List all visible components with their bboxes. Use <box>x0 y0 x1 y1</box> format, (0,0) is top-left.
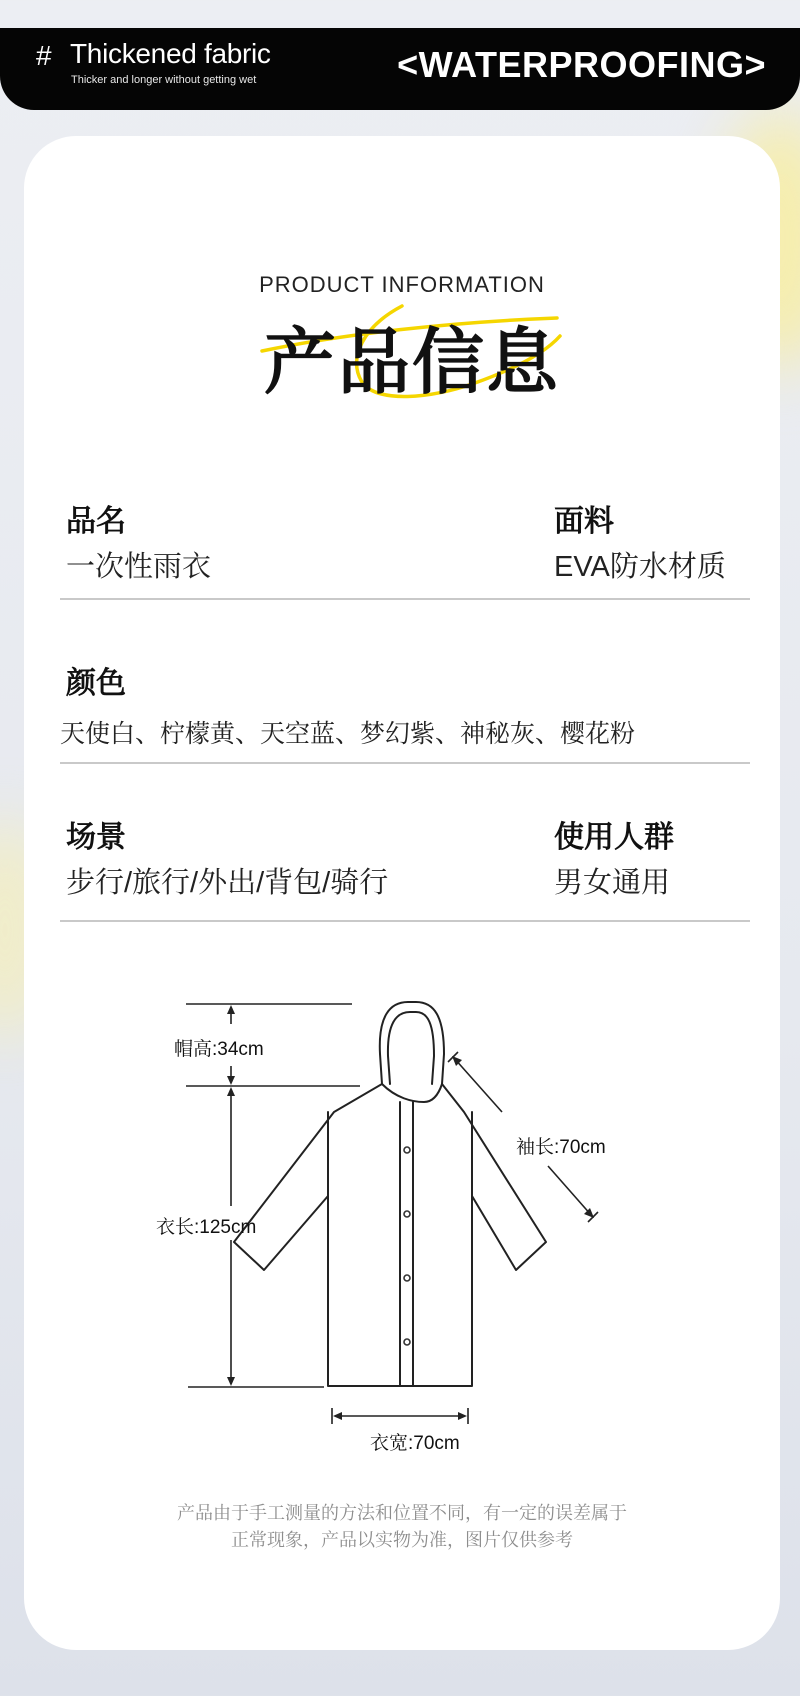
disclaimer-line-1: 产品由于手工测量的方法和位置不同，有一定的误差属于 <box>177 1503 627 1523</box>
raincoat-buttons <box>404 1147 410 1345</box>
hood-height-label: 帽高:34cm <box>174 1039 264 1060</box>
section-heading-cn: 产品信息 <box>263 323 560 403</box>
product-info-card <box>24 136 780 1650</box>
fabric-value: EVA防水材质 <box>554 551 726 583</box>
banner-title: Thickened fabric <box>70 38 271 69</box>
fabric-label: 面料 <box>554 505 614 538</box>
product-name-label: 品名 <box>66 505 126 538</box>
product-name-value: 一次性雨衣 <box>66 551 212 583</box>
banner-feature: <WATERPROOFING> <box>397 44 766 85</box>
scene-value: 步行/旅行/外出/背包/骑行 <box>66 867 389 899</box>
scene-label: 场景 <box>66 821 126 854</box>
disclaimer-line-2: 正常现象，产品以实物为准，图片仅供参考 <box>231 1530 573 1550</box>
section-heading-en: PRODUCT INFORMATION <box>259 272 545 297</box>
users-label: 使用人群 <box>554 821 674 854</box>
users-value: 男女通用 <box>554 867 671 899</box>
color-label: 颜色 <box>66 667 126 700</box>
coat-length-label: 衣长:125cm <box>156 1217 257 1238</box>
header-banner <box>0 28 800 110</box>
banner-subtitle: Thicker and longer without getting wet <box>71 74 257 86</box>
raincoat-size-diagram <box>24 136 780 1650</box>
sleeve-length-label: 袖长:70cm <box>516 1137 606 1158</box>
raincoat-outline <box>234 1002 546 1386</box>
coat-width-label: 衣宽:70cm <box>370 1433 460 1454</box>
color-value: 天使白、柠檬黄、天空蓝、梦幻紫、神秘灰、樱花粉 <box>60 720 636 748</box>
hash-symbol: # <box>36 40 52 71</box>
